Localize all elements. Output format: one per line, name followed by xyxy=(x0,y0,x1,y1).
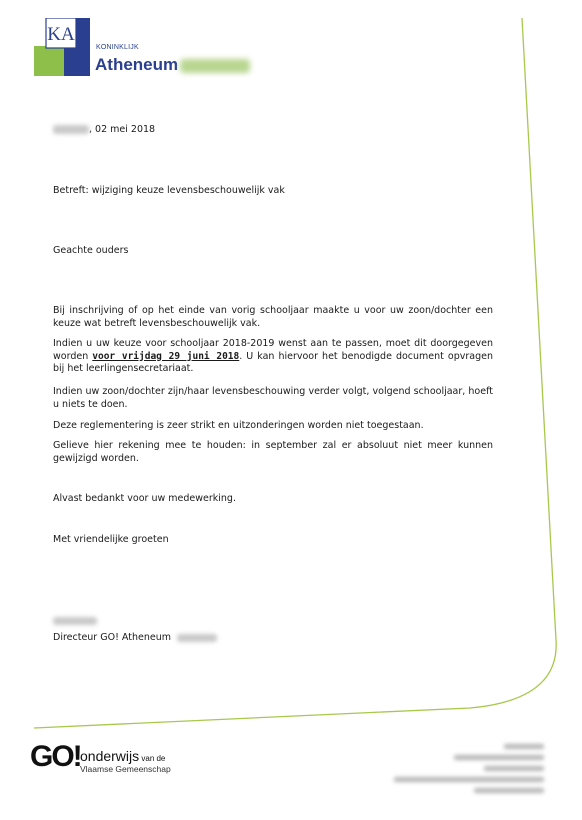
logo-monogram-text: KA xyxy=(47,24,75,45)
redacted-name xyxy=(53,617,97,625)
go-logo-word: onderwijs xyxy=(80,748,140,764)
go-logo-line2: Vlaamse Gemeenschap xyxy=(80,764,171,774)
go-logo-small: van de xyxy=(139,754,166,763)
letter-salutation: Geachte ouders xyxy=(53,245,129,256)
closing-line: Met vriendelijke groeten xyxy=(53,534,169,545)
address-line xyxy=(504,744,544,749)
letter-date xyxy=(53,124,493,137)
date-text: , 02 mei 2018 xyxy=(89,124,156,135)
paragraph-4: Deze reglementering is zeer strikt en uitzonderingen worden niet toegestaan. xyxy=(53,420,424,431)
signature-title: Directeur GO! Atheneum xyxy=(53,632,171,643)
logo-redacted-city xyxy=(180,59,250,73)
letter-subject: Betreft: wijziging keuze levensbeschouwelijk vak xyxy=(53,185,285,196)
paragraph-1: Bij inschrijving of op het einde van vorig schooljaar maakte u voor uw zoon/dochter een keuze wat betreft levensbeschouwelijk vak. xyxy=(53,305,493,329)
logo-small-label: KONINKLIJK xyxy=(96,44,139,51)
go-logo-line1 xyxy=(80,748,165,764)
paragraph-2 xyxy=(53,338,493,376)
address-line xyxy=(454,755,544,760)
address-line xyxy=(474,788,544,793)
deadline-highlight: voor vrijdag 29 juni 2018 xyxy=(92,350,240,362)
ka-monogram-icon xyxy=(34,18,90,76)
go-onderwijs-logo xyxy=(30,740,171,774)
paragraph-2-end: . U kan hiervoor het benodigde document opvragen bij het leerlingensecretariaat. xyxy=(53,350,493,374)
redacted-place xyxy=(53,125,89,134)
paragraph-5: Gelieve hier rekening mee te houden: in september zal er absoluut niet meer kunnen gewijzigd worden. xyxy=(53,440,493,464)
address-line xyxy=(394,777,544,782)
address-line xyxy=(484,766,544,771)
paragraph-2-start: Indien u uw keuze voor schooljaar 2018-2019 wenst aan te passen, moet dit doorgegeven worden xyxy=(53,338,493,362)
signature-block xyxy=(53,632,493,645)
thanks-line: Alvast bedankt voor uw medewerking. xyxy=(53,493,236,504)
go-logo-text: GO! xyxy=(30,740,81,773)
logo-school-name: Atheneum xyxy=(95,55,179,74)
footer-address-redacted xyxy=(394,744,544,799)
signature-name xyxy=(53,615,493,628)
redacted-school-city xyxy=(177,634,217,642)
paragraph-3: Indien uw zoon/dochter zijn/haar levensbeschouwing verder volgt, volgend schooljaar, hoeft u niets te doen. xyxy=(53,386,493,410)
